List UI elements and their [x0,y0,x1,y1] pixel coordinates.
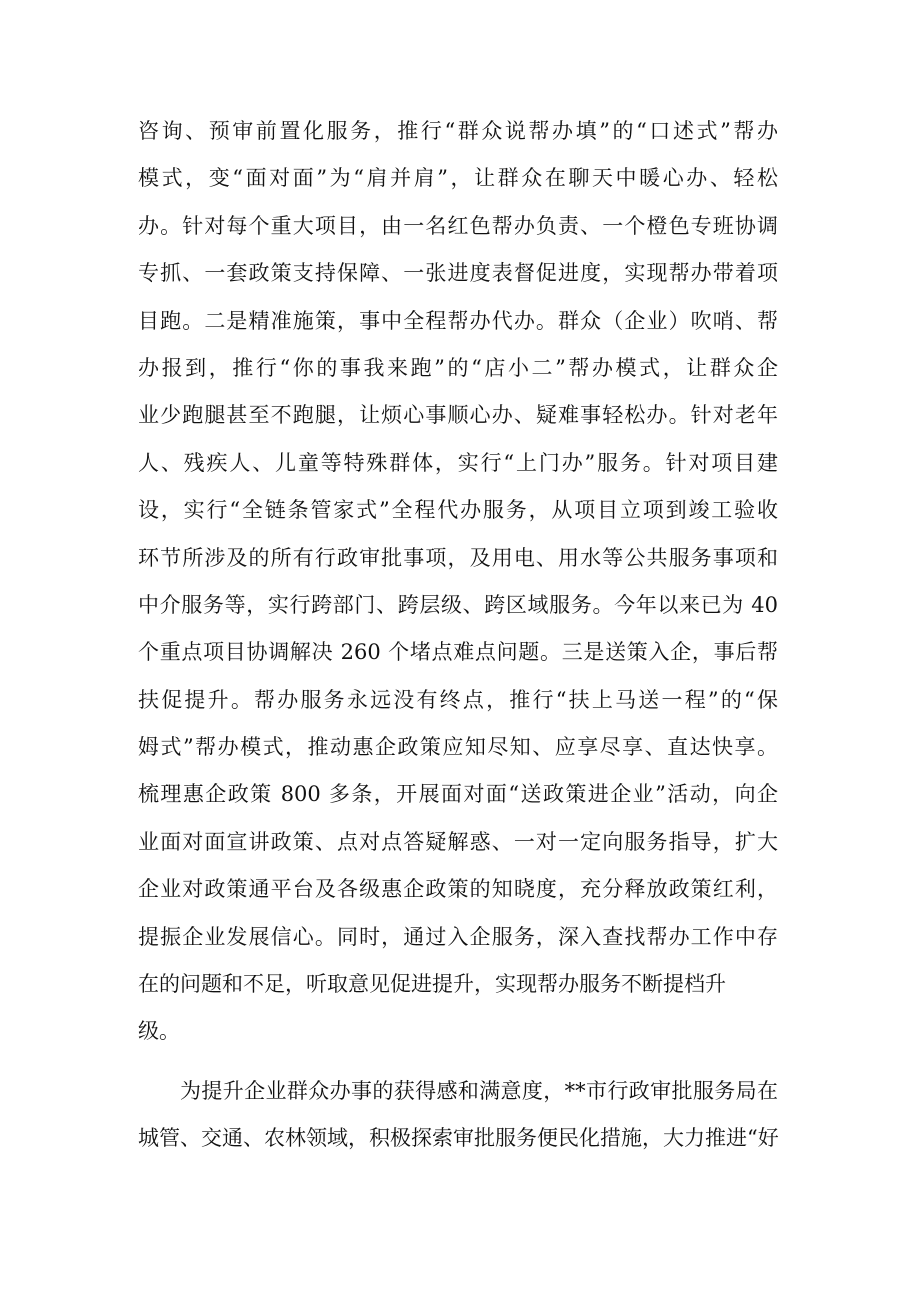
text-line: 为提升企业群众办事的获得感和满意度，**市行政审批服务局在 [180,1078,778,1103]
text-line: 人、残疾人、儿童等特殊群体，实行“上门办”服务。针对项目建 [138,450,778,475]
text-line: 城管、交通、农林领域，积极探索审批服务便民化措施，大力推进“好 [138,1126,779,1151]
text-line: 姆式”帮办模式，推动惠企政策应知尽知、应享尽享、直达快享。 [138,735,778,760]
text-line: 个重点项目协调解决 260 个堵点难点问题。三是送策入企，事后帮 [138,640,778,665]
text-line: 办报到，推行“你的事我来跑”的“店小二”帮办模式，让群众企 [138,355,778,380]
text-line: 级。 [138,1019,180,1044]
paragraph [138,1068,778,1163]
text-line: 模式，变“面对面”为“肩并肩”，让群众在聊天中暖心办、轻松 [138,166,778,191]
text-line: 目跑。二是精准施策，事中全程帮办代办。群众（企业）吹哨、帮 [138,308,778,333]
text-line: 扶促提升。帮办服务永远没有终点，推行“扶上马送一程”的“保 [138,687,778,712]
text-line: 梳理惠企政策 800 多条，开展面对面“送政策进企业”活动，向企 [138,782,778,807]
text-line: 在的问题和不足，听取意见促进提升，实现帮办服务不断提档升 [138,972,726,997]
paragraph-spacing [138,1056,778,1068]
text-line: 业少跑腿甚至不跑腿，让烦心事顺心办、疑难事轻松办。针对老年 [138,403,778,428]
text-line: 设，实行“全链条管家式”全程代办服务，从项目立项到竣工验收 [138,498,778,523]
text-line: 业面对面宣讲政策、点对点答疑解惑、一对一定向服务指导，扩大 [138,829,778,854]
text-line: 企业对政策通平台及各级惠企政策的知晓度，充分释放政策红利， [138,877,778,902]
text-line: 咨询、预审前置化服务，推行“群众说帮办填”的“口述式”帮办 [138,119,778,143]
text-line: 环节所涉及的所有行政审批事项，及用电、用水等公共服务事项和 [138,545,778,570]
text-line: 办。针对每个重大项目，由一名红色帮办负责、一个橙色专班协调 [138,213,778,238]
text-line: 中介服务等，实行跨部门、跨层级、跨区域服务。今年以来已为 40 [138,592,778,617]
paragraph [138,108,778,1056]
text-line: 专抓、一套政策支持保障、一张进度表督促进度，实现帮办带着项 [138,261,778,286]
body-text [138,108,778,1163]
text-line: 提振企业发展信心。同时，通过入企服务，深入查找帮办工作中存 [138,924,778,949]
